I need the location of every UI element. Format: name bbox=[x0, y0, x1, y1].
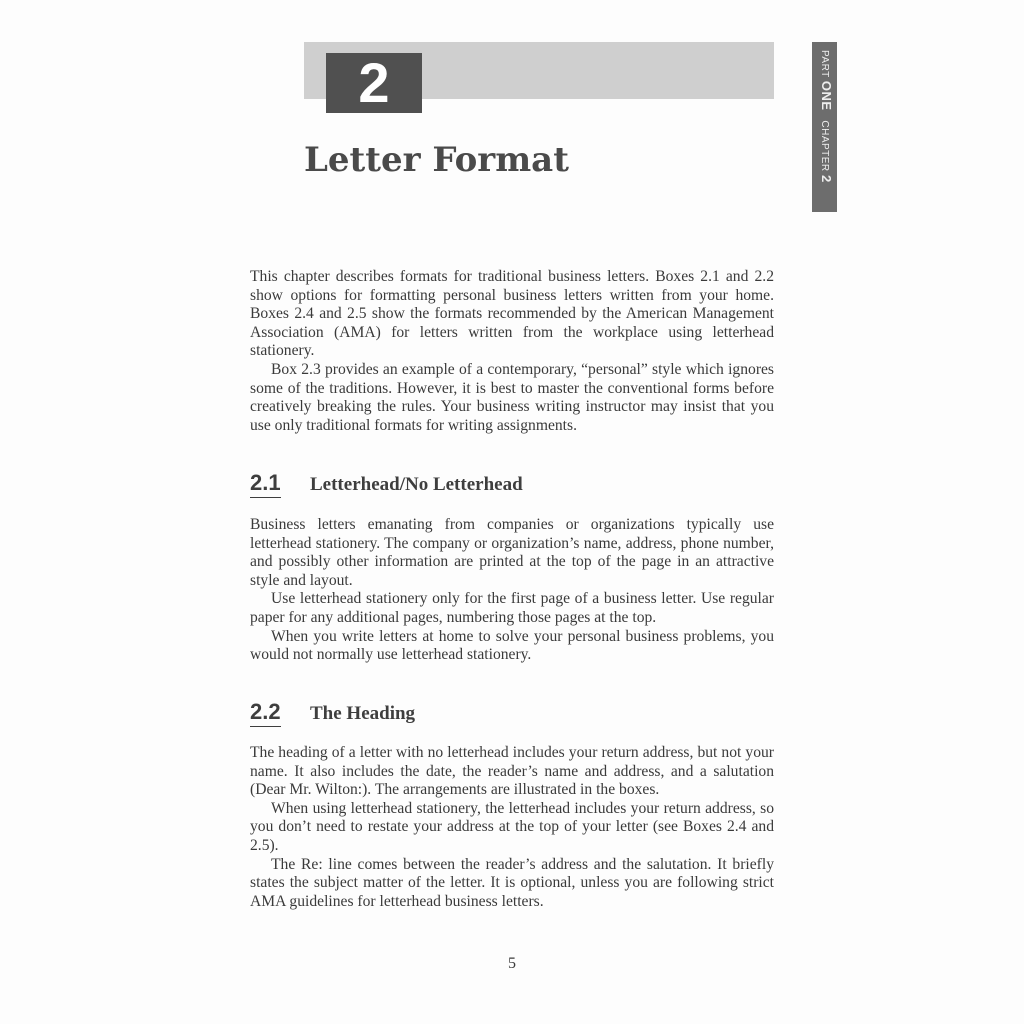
section-paragraph: When using letterhead stationery, the letterhead includes your return address, so you don’t need to restate your address at the top of your letter (see Boxes 2.4 and 2.5). bbox=[250, 799, 774, 854]
part-value: ONE bbox=[819, 80, 834, 111]
section-paragraph: Use letterhead stationery only for the first page of a business letter. Use regular paper for any additional pages, numbering those pages at the top. bbox=[250, 590, 774, 626]
page-number: 5 bbox=[508, 955, 516, 972]
chapter-number: 2 bbox=[326, 53, 422, 113]
section-paragraph: When you write letters at home to solve your personal business problems, you would not normally use letterhead stationery. bbox=[250, 627, 774, 664]
section-2-2-text bbox=[250, 744, 774, 911]
side-tab-label bbox=[819, 50, 834, 183]
section-title: Letterhead/No Letterhead bbox=[310, 474, 523, 495]
section-number: 2.1 bbox=[250, 470, 281, 498]
part-chapter-side-tab bbox=[812, 42, 837, 212]
part-word: PART bbox=[819, 50, 830, 78]
section-paragraph: The heading of a letter with no letterhead includes your return address, but not your name. It also includes the date, the reader’s name and address, and a salutation (Dear Mr. Wilton:). The arrangements are illustrated in the boxes. bbox=[250, 744, 774, 799]
intro-text bbox=[250, 268, 774, 435]
intro-paragraph: This chapter describes formats for traditional business letters. Boxes 2.1 and 2.2 show options for formatting personal business letters written from your home. Boxes 2.4 and 2.5 show the formats recommended by the American Management Association (AMA) for letters written from the workplace using letterhead stationery. bbox=[250, 268, 774, 360]
section-2-1-text bbox=[250, 516, 774, 665]
intro-paragraph: Box 2.3 provides an example of a contemporary, “personal” style which ignores some of the traditions. However, it is best to master the conventional forms before creatively breaking the rules. Your business writing instructor may insist that you use only traditional formats for writing assignments. bbox=[250, 360, 774, 434]
section-title: The Heading bbox=[310, 703, 416, 724]
section-paragraph: The Re: line comes between the reader’s address and the salutation. It briefly states the subject matter of the letter. It is optional, unless you are following strict AMA guidelines for letterhead business letters. bbox=[250, 855, 774, 910]
chapter-value: 2 bbox=[819, 174, 834, 183]
chapter-word: CHAPTER bbox=[819, 120, 830, 172]
section-paragraph: Business letters emanating from companies or organizations typically use letterhead stationery. The company or organization’s name, address, phone number, and possibly other information are printed at the top of the page in an attractive style and layout. bbox=[250, 516, 774, 589]
chapter-title: Letter Format bbox=[304, 140, 569, 180]
section-number: 2.2 bbox=[250, 699, 281, 727]
